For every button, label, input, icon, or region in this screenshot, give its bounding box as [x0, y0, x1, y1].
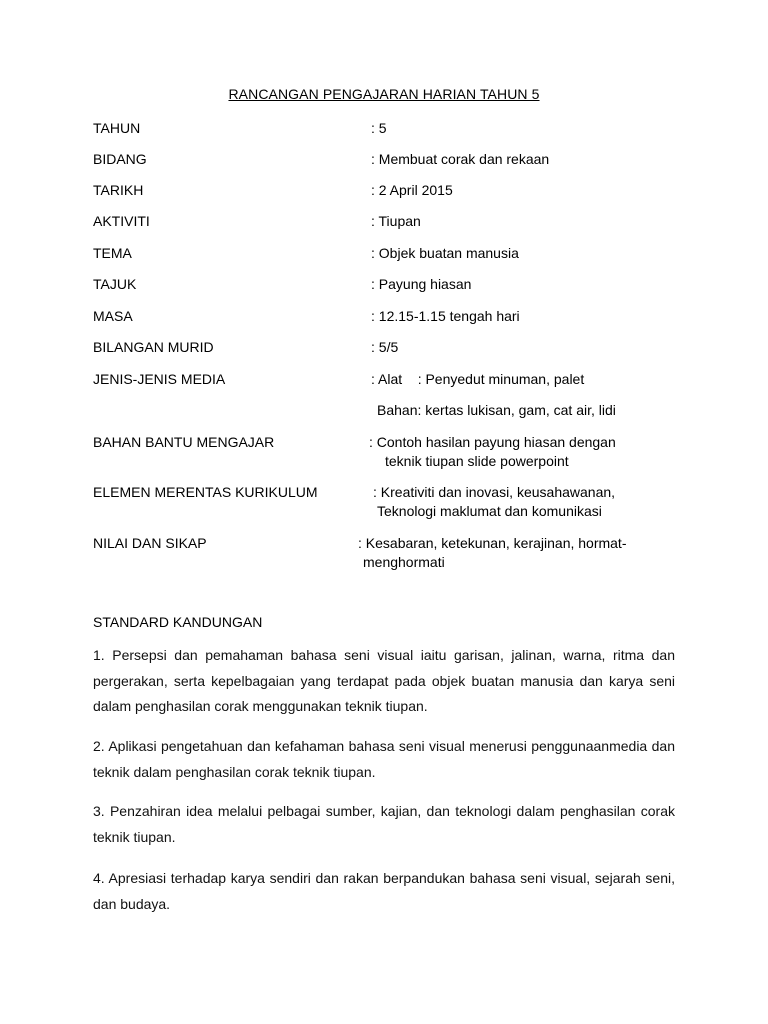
standard-item-3: 3. Penzahiran idea melalui pelbagai sumber, kajian, dan teknologi dalam penghasilan corak teknik tiupan. [93, 803, 675, 845]
field-label: TAJUK [93, 276, 137, 292]
field-label: JENIS-JENIS MEDIA [93, 371, 226, 387]
field-value: : Membuat corak dan rekaan [371, 151, 550, 167]
field-value: : 12.15-1.15 tengah hari [371, 308, 520, 324]
field-value: : Objek buatan manusia [371, 245, 519, 261]
field-value-line2: menghormati [363, 554, 445, 570]
field-value: : 2 April 2015 [371, 182, 453, 198]
document-title: RANCANGAN PENGAJARAN HARIAN TAHUN 5 [228, 86, 540, 102]
field-value: : Contoh hasilan payung hiasan dengan [369, 434, 616, 450]
field-label: TAHUN [93, 120, 141, 136]
field-value: : Kreativiti dan inovasi, keusahawanan, [373, 484, 616, 500]
section-heading: STANDARD KANDUNGAN [93, 614, 263, 630]
field-value-line2: teknik tiupan slide powerpoint [385, 453, 569, 469]
field-label: ELEMEN MERENTAS KURIKULUM [93, 484, 318, 500]
field-value: : 5 [371, 120, 387, 136]
field-value: : 5/5 [371, 339, 399, 355]
field-label: TARIKH [93, 182, 144, 198]
field-value-line2: Bahan: kertas lukisan, gam, cat air, lidi [377, 402, 616, 418]
field-label: TEMA [93, 245, 132, 261]
field-label: AKTIVITI [93, 213, 150, 229]
field-value: : Payung hiasan [371, 276, 472, 292]
field-value-line2: Teknologi maklumat dan komunikasi [377, 503, 602, 519]
field-label: BILANGAN MURID [93, 339, 214, 355]
standard-item-1: 1. Persepsi dan pemahaman bahasa seni visual iaitu garisan, jalinan, warna, ritma dan pergerakan, serta kepelbagaian yang terdapat pada objek buatan manusia dan karya seni dalam penghasilan corak menggunakan teknik tiupan. [93, 647, 675, 714]
field-label: BIDANG [93, 151, 147, 167]
field-label: MASA [93, 308, 133, 324]
field-label: BAHAN BANTU MENGAJAR [93, 434, 275, 450]
field-value: : Tiupan [371, 213, 421, 229]
field-value: : Kesabaran, ketekunan, kerajinan, hormat- [358, 535, 627, 551]
field-value: : Alat : Penyedut minuman, palet [371, 371, 585, 387]
standard-item-4: 4. Apresiasi terhadap karya sendiri dan rakan berpandukan bahasa seni visual, sejarah seni, dan budaya. [93, 870, 675, 912]
standard-item-2: 2. Aplikasi pengetahuan dan kefahaman bahasa seni visual menerusi penggunaanmedia dan teknik dalam penghasilan corak teknik tiupan. [93, 738, 675, 780]
field-label: NILAI DAN SIKAP [93, 535, 207, 551]
